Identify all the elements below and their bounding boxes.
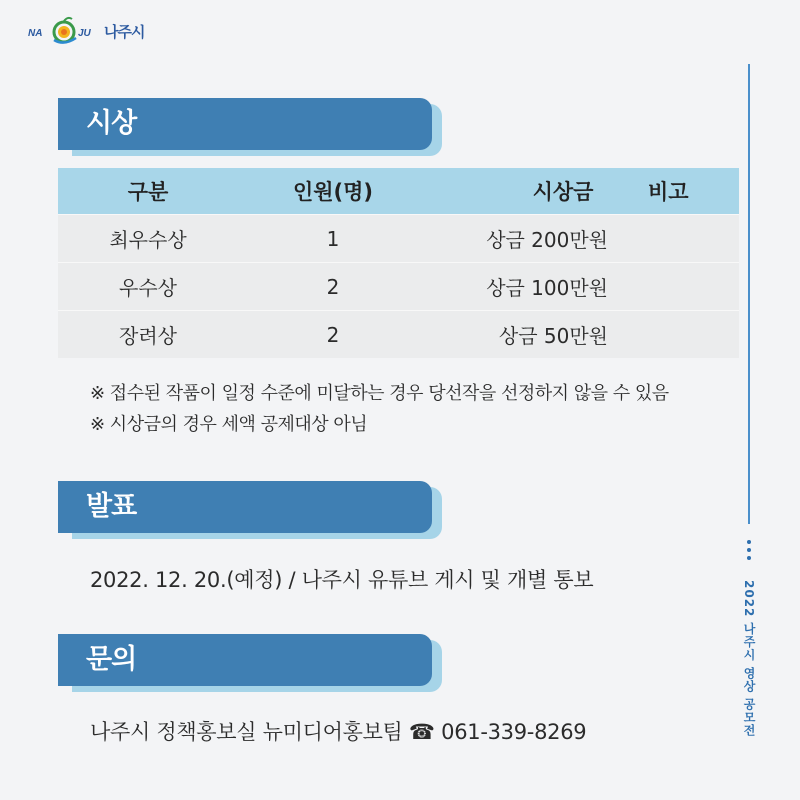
cell-count: 2: [326, 274, 340, 299]
cell-count: 2: [326, 322, 340, 347]
awards-heading: 시상: [58, 98, 432, 150]
side-caption: 2022 나주시 영상 공모전: [742, 580, 756, 737]
column-header-prize: 시상금: [532, 180, 594, 204]
announcement-section-header: [58, 481, 442, 539]
column-header-category: 구분: [127, 180, 169, 204]
cell-category: 우수상: [119, 276, 177, 300]
cell-category: 장려상: [119, 324, 177, 348]
cell-prize: 상금 100만원: [486, 276, 608, 300]
cell-prize: 상금 50만원: [498, 324, 608, 348]
cell-count: 1: [326, 226, 340, 251]
cell-prize: 상금 200만원: [486, 228, 608, 252]
naju-logo: [28, 14, 144, 48]
inquiry-section-header: [58, 634, 442, 692]
note-line: ※ 시상금의 경우 세액 공제대상 아님: [90, 414, 368, 435]
table-row: [58, 310, 739, 358]
side-dots: [743, 540, 755, 560]
logo-na-text: NA: [28, 28, 43, 39]
table-row: [58, 262, 739, 310]
inquiry-heading: 문의: [58, 634, 432, 686]
awards-section-header: [58, 98, 442, 156]
side-divider-line: [748, 64, 750, 524]
naju-emblem-icon: [28, 14, 100, 48]
announcement-text: 2022. 12. 20.(예정) / 나주시 유튜브 게시 및 개별 통보: [90, 568, 594, 592]
column-header-note: 비고: [648, 180, 689, 204]
note-line: ※ 접수된 작품이 일정 수준에 미달하는 경우 당선작을 선정하지 않을 수 있음: [90, 383, 669, 404]
column-header-count: 인원(명): [292, 180, 374, 204]
cell-category: 최우수상: [109, 228, 187, 252]
logo-city-name: 나주시: [104, 22, 145, 41]
table-header-row: [58, 168, 739, 214]
table-row: [58, 214, 739, 262]
awards-table: [58, 168, 739, 358]
logo-ju-text: JU: [78, 28, 91, 39]
announcement-heading: 발표: [58, 481, 432, 533]
inquiry-text: 나주시 정책홍보실 뉴미디어홍보팀 ☎ 061-339-8269: [90, 720, 587, 744]
awards-notes: [90, 378, 669, 440]
